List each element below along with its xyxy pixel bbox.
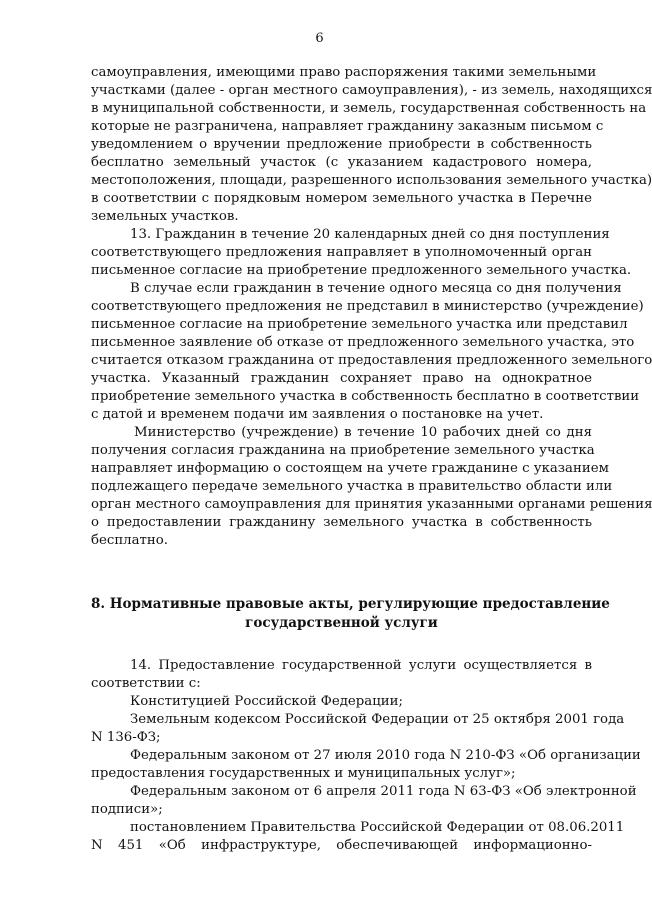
- text-line: бесплатно земельный участок (с указанием кадастрового номера,: [91, 155, 592, 170]
- text-line: предоставления государственных и муниципальных услуг»;: [91, 766, 516, 781]
- text-line: считается отказом гражданина от предоставления предложенного земельного: [91, 353, 652, 368]
- text-line: самоуправления, имеющими право распоряжения такими земельными: [91, 65, 597, 80]
- text-line: подписи»;: [91, 802, 163, 817]
- text-line: подлежащего передаче земельного участка в правительство области или: [91, 479, 613, 494]
- text-line: соответствующего предложения направляет в уполномоченный орган: [91, 245, 592, 260]
- text-line: письменное заявление об отказе от предложенного земельного участка, это: [91, 335, 635, 350]
- text-line: участка. Указанный гражданин сохраняет право на однократное: [91, 371, 592, 386]
- list-item: Земельным кодексом Российской Федерации от 25 октября 2001 года: [130, 712, 625, 727]
- text-line: направляет информацию о состоящем на учете гражданине с указанием: [91, 461, 609, 476]
- text-line: письменное согласие на приобретение предложенного земельного участка.: [91, 263, 632, 278]
- text-line: с датой и временем подачи им заявления о постановке на учет.: [91, 407, 544, 422]
- text-line: о предоставлении гражданину земельного участка в собственность: [91, 515, 592, 530]
- section-heading: 8. Нормативные правовые акты, регулирующие предоставление: [91, 596, 610, 612]
- text-line: N 136-ФЗ;: [91, 730, 161, 745]
- text-line: орган местного самоуправления для принятия указанными органами решения: [91, 497, 652, 512]
- text-line: соответствии с:: [91, 676, 201, 691]
- section-heading: государственной услуги: [245, 615, 438, 631]
- text-line: бесплатно.: [91, 533, 169, 548]
- text-line: получения согласия гражданина на приобретение земельного участка: [91, 443, 595, 458]
- text-line: письменное согласие на приобретение земельного участка или представил: [91, 317, 628, 332]
- text-line: приобретение земельного участка в собственность бесплатно в соответствии: [91, 389, 640, 404]
- list-item: Федеральным законом от 27 июля 2010 года N 210-ФЗ «Об организации: [130, 748, 641, 763]
- text-line: соответствующего предложения не представил в министерство (учреждение): [91, 299, 644, 314]
- text-line: уведомлением о вручении предложение приобрести в собственность: [91, 137, 592, 152]
- list-item: Конституцией Российской Федерации;: [130, 694, 403, 709]
- list-item: постановлением Правительства Российской Федерации от 08.06.2011: [130, 820, 625, 835]
- text-line: в соответствии с порядковым номером земельного участка в Перечне: [91, 191, 592, 206]
- list-item: Федеральным законом от 6 апреля 2011 года N 63-ФЗ «Об электронной: [130, 784, 637, 799]
- page-number: 6: [315, 31, 324, 46]
- text-line: которые не разграничена, направляет гражданину заказным письмом с: [91, 119, 604, 134]
- text-line: участками (далее - орган местного самоуправления), - из земель, находящихся: [91, 83, 652, 98]
- paragraph-first-line: 13. Гражданин в течение 20 календарных дней со дня поступления: [130, 227, 610, 242]
- text-line: N 451 «Об инфраструктуре, обеспечивающей информационно-: [91, 838, 592, 853]
- paragraph-first-line: В случае если гражданин в течение одного месяца со дня получения: [130, 281, 622, 296]
- paragraph-first-line: Министерство (учреждение) в течение 10 рабочих дней со дня: [134, 425, 592, 440]
- text-line: местоположения, площади, разрешенного использования земельного участка): [91, 173, 652, 188]
- paragraph-first-line: 14. Предоставление государственной услуги осуществляется в: [130, 658, 592, 673]
- text-line: земельных участков.: [91, 209, 239, 224]
- text-line: в муниципальной собственности, и земель, государственная собственность на: [91, 101, 647, 116]
